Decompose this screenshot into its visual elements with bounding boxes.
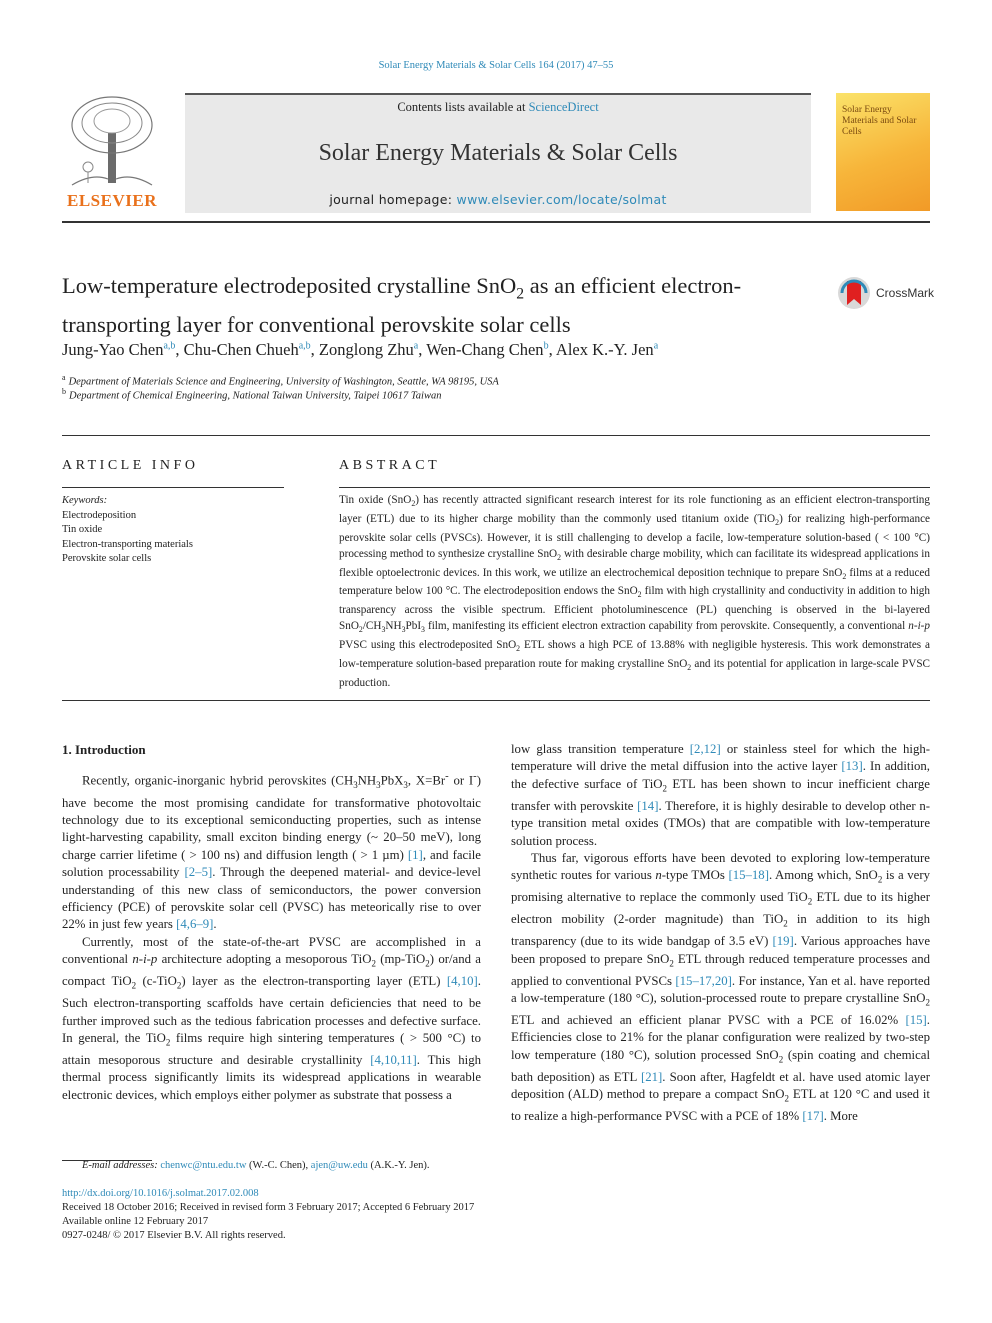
citation-link[interactable]: [15–18] [728, 868, 769, 883]
body-paragraph: Thus far, vigorous efforts have been devoted to exploring low-temperature synthetic routes for various n-type TMOs [15–18]. Among which, SnO$_2$ is a very promising alternative to replace the commonly used TiO$_2$ ETL due to its higher electron mobility (2-order magnitude) than TiO$_2$ in addition to its high transparency (due to its wide bandgap of 3.5 eV) [19]. Various approaches have been proposed to prepare SnO$_2$ ETL through reduced temperature processes and applied to conventional PVSCs [15–17,20]. For instance, Yan et al. have reported a low-temperature (180 °C), solution-processed route to prepare crystalline SnO$_2$ ETL and achieved an efficient planar PVSC with a PCE of 16.02% [15]. Efficiencies close to 21% for the planar configuration were realized by two-step low temperature (180 °C), solution processed SnO$_2$ (spin coating and chemical bath deposition) as ETL [21]. Soon after, Hagfeldt et al. have used atomic layer deposition (ALD) method to prepare a compact SnO$_2$ ETL at 120 °C and used it to realize a high-performance PVSC with a PCE of 18% [17]. More [511, 850, 931, 1124]
citation-link[interactable]: [4,10,11] [370, 1052, 417, 1067]
crossmark-button[interactable] [836, 273, 935, 313]
citation-link[interactable]: [15] [905, 1012, 927, 1027]
elsevier-wordmark: ELSEVIER [67, 191, 157, 210]
email-link[interactable]: chenwc@ntu.edu.tw [160, 1160, 247, 1171]
abstract-body: Tin oxide (SnO$_2$) has recently attracted significant research interest for its role functioning as an efficient electron-transporting layer (ETL) due to its higher charge mobility than the commonly used titanium oxide (TiO$_2$) for realizing high-performance perovskite solar cells (PVSCs). However, it is still challenging to develop a facile, low-temperature solution-based ( < 100 °C) processing method to synthesize crystalline SnO$_2$ with desirable charge mobility, which can facilitate its widespread applications in flexible optoelectronic devices. In this work, we utilize an electrochemical deposition technique to prepare SnO$_2$ films at a reduced temperature below 100 °C. The electrodeposition endows the SnO$_2$ film with high crystallinity and conductivity in addition to high transparency across the visible spectrum. Efficient photoluminescence (PL) quenching is observed in the bi-layered $SnO_2/CH_3NH_3PbI_3$ film, manifesting its efficient electron extraction capability from perovskite. Consequently, a conventional n-i-p PVSC using this electrodeposited SnO$_2$ ETL shows a high PCE of 13.88% with negligible hysteresis. This work demonstrates a low-temperature solution-based preparation route for making crystalline SnO$_2$ and its potential for application in large-scale PVSC production. [339, 494, 931, 689]
doi-link[interactable]: http://dx.doi.org/10.1016/j.solmat.2017.02.008 [62, 1188, 259, 1199]
citation-link[interactable]: [4,10] [446, 974, 478, 989]
crossmark-label: CrossMark [876, 286, 935, 300]
homepage-link[interactable]: www.elsevier.com/locate/solmat [456, 192, 667, 207]
author[interactable]: Alex K.-Y. Jen$^a$ [555, 340, 659, 359]
sciencedirect-link[interactable]: ScienceDirect [528, 100, 599, 114]
author[interactable]: Wen-Chang Chen$^b$ [426, 340, 549, 359]
copyright: 0927-0248/ © 2017 Elsevier B.V. All rights reserved. [62, 1230, 286, 1241]
citation-link[interactable]: [13] [841, 759, 863, 774]
keyword: Tin oxide [62, 524, 103, 535]
citation-link[interactable]: [14] [637, 798, 659, 813]
citation-link[interactable]: [17] [802, 1109, 824, 1124]
keywords-block [62, 494, 284, 567]
contents-line: Contents lists available at ScienceDirect [397, 100, 599, 114]
keyword: Perovskite solar cells [62, 553, 152, 564]
divider [62, 700, 930, 701]
journal-homepage: journal homepage: www.elsevier.com/locate/solmat [329, 192, 667, 207]
citation-link[interactable]: [2–5] [184, 865, 213, 880]
paper-title: Low-temperature electrodeposited crystalline SnO$_2$ as an efficient electron-transporting layer for conventional perovskite solar cells [62, 273, 742, 337]
body-paragraph: low glass transition temperature [2,12] or stainless steel for which the high-temperature will drive the metal diffusion into the active layer [13]. In addition, the defective surface of TiO$_2$ ETL has been shown to incur inefficient charge transfer with perovskite [14]. Therefore, it is highly desirable to develop other n-type transition metal oxides (TMOs) that are compatible with low-temperature solution process. [511, 742, 931, 848]
affiliation: $^a$ Department of Materials Science and Engineering, University of Washington, Seattle, WA 98195, USA [62, 373, 499, 388]
divider [62, 487, 284, 488]
abstract-heading: ABSTRACT [339, 458, 441, 473]
email-footnote: E-mail addresses: chenwc@ntu.edu.tw (W.-C. Chen), ajen@uw.edu (A.K.-Y. Jen). [82, 1160, 430, 1171]
header-divider [62, 221, 930, 223]
received-dates: Received 18 October 2016; Received in revised form 3 February 2017; Accepted 6 February 2017 [62, 1202, 475, 1213]
citation-link[interactable]: [21] [640, 1069, 663, 1084]
article-info-heading: ARTICLE INFO [62, 458, 199, 473]
journal-name: Solar Energy Materials & Solar Cells [318, 140, 678, 166]
keywords-title: Keywords: [62, 495, 108, 506]
online-date: Available online 12 February 2017 [62, 1216, 209, 1227]
citation-link[interactable]: [19] [772, 934, 794, 949]
author[interactable]: Chu-Chen Chueh$^{a,b}$ [183, 340, 311, 359]
keyword: Electron-transporting materials [62, 538, 193, 550]
citation-link[interactable]: [4,6–9] [176, 917, 214, 932]
body-column-right [511, 741, 930, 1126]
body-paragraph: Recently, organic-inorganic hybrid perovskites ($CH_3NH_3PbX_3$, X=Br- or I-) have become the most promising candidate for transformative photovoltaic technology due to its exceptional semiconducting properties, such as intense light-harvesting capability, small exciton binding energy (~ 20–50 meV), long charge carrier lifetime ( > 100 ns) and diffusion length ( > 1 µm) [1], and facile solution processability [2–5]. Through the deepened material- and device-level understanding of this new class of semiconductors, the power conversion efficiency (PCE) of perovskite solar cell (PVSC) has meteorically rise to over 22% in just few years [4,6–9]. [62, 771, 481, 932]
body-column-left [62, 741, 481, 1104]
author[interactable]: Jung-Yao Chen$^{a,b}$ [62, 340, 176, 359]
tree-icon [62, 93, 162, 188]
author[interactable]: Zonglong Zhu$^a$ [318, 340, 419, 359]
section-heading: 1. Introduction [62, 742, 146, 757]
body-paragraph: Currently, most of the state-of-the-art PVSC are accomplished in a conventional n-i-p architecture adopting a mesoporous TiO$_2$ (mp-TiO$_2$) or/and a compact TiO$_2$ (c-TiO$_2$) layer as the electron-transporting layer (ETL) [4,10]. Such electron-transporting scaffolds have certain deficiencies that need to be further improved such as the tedious fabrication processes and defective surface. In general, the TiO$_2$ films require high sintering temperatures ( > 500 °C) to attain mesoporous structure and desirable crystallinity [4,10,11]. This high thermal process significantly limits its widespread applications in wearable electronic devices, which employs either polymer as substrate that possess a [62, 934, 481, 1102]
journal-citation[interactable]: Solar Energy Materials & Solar Cells 164 (2017) 47–55 [378, 60, 614, 71]
cover-title: Solar Energy Materials and Solar Cells [842, 105, 917, 137]
elsevier-logo [62, 93, 162, 211]
crossmark-icon [836, 273, 872, 313]
divider [339, 487, 930, 488]
email-link[interactable]: ajen@uw.edu [310, 1160, 368, 1171]
citation-link[interactable]: [2,12] [689, 742, 721, 756]
citation-link[interactable]: [1] [407, 847, 423, 862]
keyword: Electrodeposition [62, 509, 137, 521]
divider [62, 435, 930, 436]
affiliation: $^b$ Department of Chemical Engineering, National Taiwan University, Taipei 10617 Taiwan [62, 387, 442, 402]
journal-cover-image [836, 93, 930, 211]
author-list: Jung-Yao Chen$^{a,b}$, Chu-Chen Chueh$^{a,b}$, Zonglong Zhu$^a$, Wen-Chang Chen$^b$, Alex K.-Y. Jen$^a$ [62, 340, 659, 359]
citation-link[interactable]: [15–17,20] [675, 973, 732, 988]
